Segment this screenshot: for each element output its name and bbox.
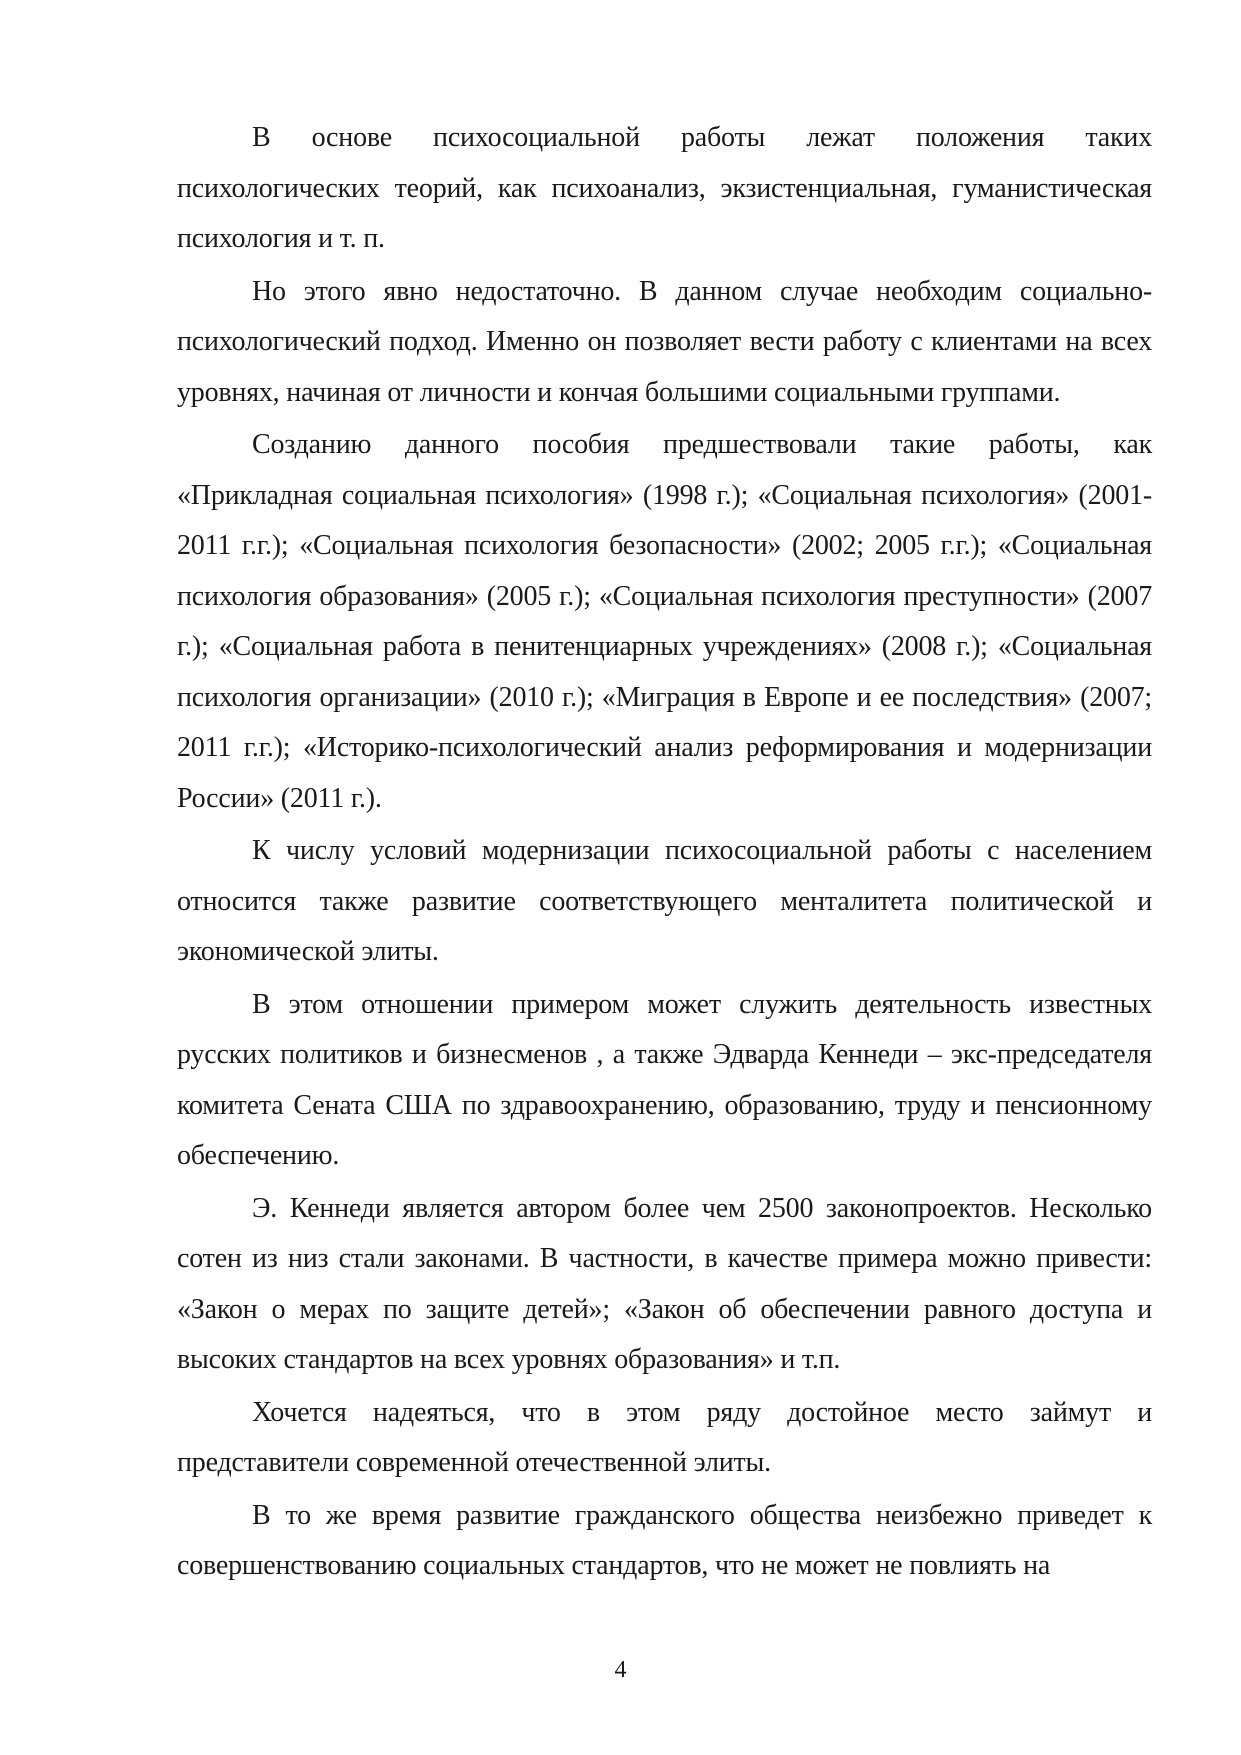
paragraph-social-psychological-approach: Но этого явно недостаточно. В данном случае необходим социально-психологический подход. Именно он позволяет вести работу с клиентами на всех уровнях, начиная от личности и кончая большими социальными группами. bbox=[177, 275, 1152, 408]
paragraph-kennedy-laws: Э. Кеннеди является автором более чем 2500 законопроектов. Несколько сотен из низ стали законами. В частности, в качестве примера можно привести: «Закон о мерах по защите детей»; «Закон об обеспечении равного доступа и высоких стандартов на всех уровнях образования» и т.п. bbox=[177, 1192, 1152, 1375]
paragraph-national-elite: Хочется надеяться, что в этом ряду достойное место займут и представители современной отечественной элиты. bbox=[177, 1396, 1152, 1478]
paragraph-psychological-theories: В основе психосоциальной работы лежат положения таких психологических теорий, как психоанализ, экзистенциальная, гуманистическая психология и т. п. bbox=[177, 122, 1152, 254]
paragraph-modernization-conditions: К числу условий модернизации психосоциальной работы с населением относится также развитие соответствующего менталитета политической и экономической элиты. bbox=[177, 835, 1152, 967]
page-number: 4 bbox=[614, 1657, 627, 1683]
paragraph-civil-society: В то же время развитие гражданского общества неизбежно приведет к совершенствованию социальных стандартов, что не может не повлиять на bbox=[177, 1499, 1152, 1581]
paragraph-preceding-works: Созданию данного пособия предшествовали такие работы, как «Прикладная социальная психология» (1998 г.); «Социальная психология» (2001-2011 г.г.); «Социальная психология безопасности» (2002; 2005 г.г.); «Социальная психология образования» (2005 г.); «Социальная психология преступности» (2007 г.); «Социальная работа в пенитенциарных учреждениях» (2008 г.); «Социальная психология организации» (2010 г.); «Миграция в Европе и ее последствия» (2007; 2011 г.г.); «Историко-психологический анализ реформирования и модернизации России» (2011 г.). bbox=[177, 429, 1152, 814]
paragraph-kennedy-example: В этом отношении примером может служить деятельность известных русских политиков и бизнесменов , а также Эдварда Кеннеди – экс-председателя комитета Сената США по здравоохранению, образованию, труду и пенсионному обеспечению. bbox=[177, 988, 1152, 1171]
text-body bbox=[177, 113, 1152, 1594]
